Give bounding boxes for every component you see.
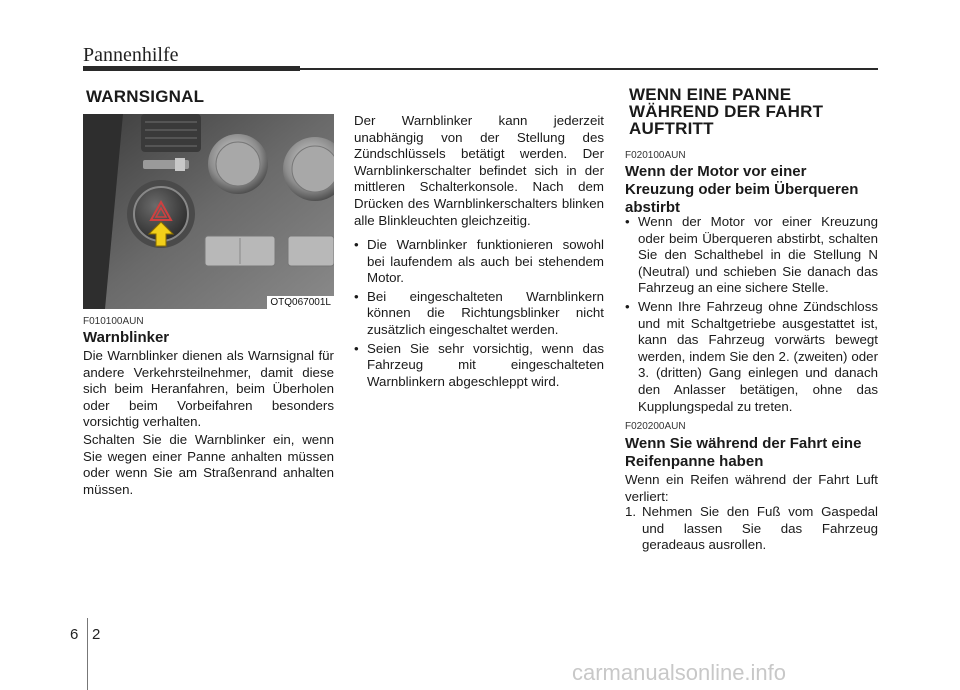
section-title-line: WÄHREND DER FAHRT [629, 102, 824, 121]
section-title-line: AUFTRITT [629, 119, 714, 138]
chapter-number: 6 [70, 626, 79, 643]
figure-label: OTQ067001L [267, 296, 334, 309]
hazard-switch-photo [83, 114, 334, 309]
section-title-panne [629, 86, 823, 137]
paragraph-warnblinker-1: Die Warnblinker dienen als Warnsignal für andere Verkehrsteilnehmer, damit diese sich beim Heranfahren, beim Überholen oder beim Vorbeifahren besonders vorsichtig verhalten. [83, 348, 334, 430]
list-item: • Bei eingeschalteten Warnblinkern können die Richtungsblinker nicht zusätzlich eingeschaltet werden. [354, 289, 604, 339]
list-item: • Seien Sie sehr vorsichtig, wenn das Fahrzeug mit eingeschalteten Warnblinkern abgeschleppt wird. [354, 341, 604, 391]
paragraph-reifenpanne: Wenn ein Reifen während der Fahrt Luft verliert: [625, 472, 878, 504]
paragraph-warnblinker-2: Schalten Sie die Warnblinker ein, wenn Sie wegen einer Panne anhalten müssen oder wenn Sie am Straßenrand anhalten müssen. [83, 432, 334, 497]
section-title-warnsignal: WARNSIGNAL [86, 87, 205, 106]
reifenpanne-steps [625, 504, 878, 554]
step-text: Nehmen Sie den Fuß vom Gaspedal und lassen Sie das Fahrzeug geradeaus ausrollen. [642, 504, 878, 553]
section-title-line: WENN EINE PANNE [629, 85, 792, 104]
header-rule-thick [83, 66, 300, 71]
page-number: 2 [92, 626, 101, 643]
list-item [625, 504, 878, 554]
watermark: carmanualsonline.info [572, 660, 787, 685]
footer-divider [87, 618, 88, 690]
subheading-warnblinker: Warnblinker [83, 329, 170, 346]
motor-bullet-list [625, 214, 878, 417]
dashboard-illustration [83, 114, 334, 309]
subheading-motor-abstirbt: Wenn der Motor vor einer Kreuzung oder beim Überqueren abstirbt [625, 163, 859, 216]
warnblinker-bullet-list [354, 237, 604, 392]
list-item: • Die Warnblinker funktionieren sowohl bei laufendem als auch bei stehendem Motor. [354, 237, 604, 287]
list-item: • Wenn der Motor vor einer Kreuzung oder beim Überqueren abstirbt, schalten Sie den Schalthebel in die Stellung N (Neutral) und schieben Sie danach das Fahrzeug an eine sichere Stelle. [625, 214, 878, 297]
step-number: 1. [625, 504, 637, 519]
paragraph-warnblinker-details: Der Warnblinker kann jederzeit unabhängig von der Stellung des Zündschlüssels betätigt werden. Der Warnblinkerschalter befindet sich in der mittleren Schalterkonsole. Nach dem Drücken des Warnblinkerschalters blinken alle Blinkleuchten gleichzeitig. [354, 113, 604, 228]
page-header-title: Pannenhilfe [83, 44, 179, 66]
header-rule-thin [300, 68, 878, 70]
code-f020200aun: F020200AUN [625, 421, 686, 432]
subheading-reifenpanne: Wenn Sie während der Fahrt eine Reifenpanne haben [625, 435, 862, 470]
code-f020100aun: F020100AUN [625, 150, 686, 161]
list-item: • Wenn Ihre Fahrzeug ohne Zündschloss und mit Schaltgetriebe ausgestattet ist, kann das Fahrzeug vorwärts bewegt werden, indem Sie den 2. (zweiten) oder 3. (dritten) Gang einlegen und danach den Anlasser betätigen, ohne das Kupplungspedal zu treten. [625, 299, 878, 415]
code-f010100aun: F010100AUN [83, 316, 144, 327]
